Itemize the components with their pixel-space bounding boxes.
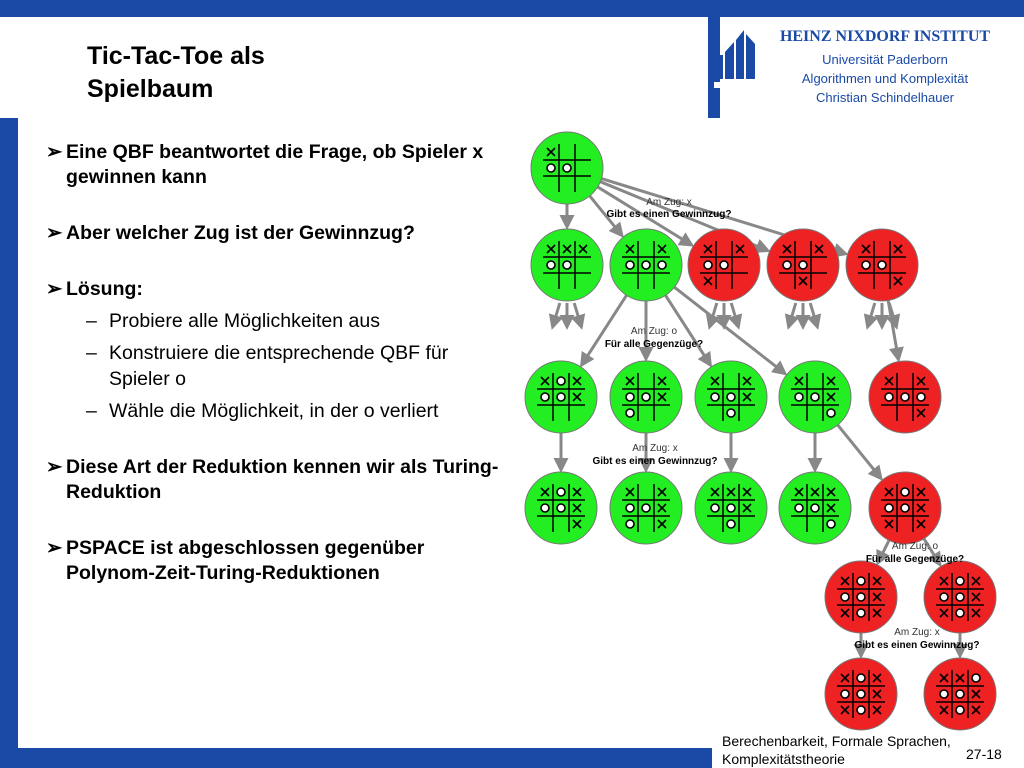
sub-bullet-item: – Konstruiere die entsprechende QBF für Spieler o (86, 342, 449, 390)
tree-node-win (531, 229, 603, 301)
title-line-2: Spielbaum (87, 75, 214, 103)
tree-node-lose (825, 658, 897, 730)
course-title: Berechenbarkeit, Formale Sprachen, Komplexitätstheorie (722, 733, 951, 767)
tree-node-lose (846, 229, 918, 301)
tree-edge (731, 303, 738, 327)
tree-edge (574, 303, 581, 327)
tree-label-turn: Am Zug: x (646, 197, 692, 208)
bullet-item: ➢ Lösung: (46, 278, 143, 300)
tree-label-turn: Am Zug: o (891, 541, 939, 552)
bullet-item: ➢ Aber welcher Zug ist der Gewinnzug? (46, 222, 415, 244)
arrow-bullet-icon: ➢ (46, 141, 63, 163)
tree-node-lose (767, 229, 839, 301)
bullet-item: ➢ Diese Art der Reduktion kennen wir als Turing-Reduktion (46, 456, 499, 503)
tree-node-win (525, 361, 597, 433)
institute-group: Algorithmen und Komplexität (801, 71, 969, 86)
tree-node-win (695, 472, 767, 544)
tree-label-question: Für alle Gegenzüge? (865, 554, 965, 565)
tree-edge (582, 295, 627, 365)
institute-name: HEINZ NIXDORF INSTITUT (779, 28, 991, 45)
tree-edge (789, 303, 796, 327)
tree-node-lose (924, 658, 996, 730)
tree-label-question: Gibt es einen Gewinnzug? (854, 640, 980, 651)
tree-edge (868, 303, 875, 327)
tree-node-win (695, 361, 767, 433)
sub-bullet-item: – Wähle die Möglichkeit, in der o verliert (86, 400, 439, 422)
tree-node-win (531, 132, 603, 204)
tree-node-lose (688, 229, 760, 301)
institute-university: Universität Paderborn (822, 52, 948, 67)
tree-node-win (525, 472, 597, 544)
bullet-item: ➢ Eine QBF beantwortet die Frage, ob Spieler x gewinnen kann (46, 141, 484, 188)
bullet-item: ➢ PSPACE ist abgeschlossen gegenüber Polynom-Zeit-Turing-Reduktionen (46, 537, 425, 584)
tree-label-question: Für alle Gegenzüge? (604, 339, 704, 350)
tree-label-turn: Am Zug: x (632, 443, 678, 454)
sub-bullet-item: – Probiere alle Möglichkeiten aus (86, 310, 380, 332)
tree-label-question: Gibt es einen Gewinnzug? (606, 209, 732, 220)
arrow-bullet-icon: ➢ (46, 537, 63, 559)
title-line-1: Tic-Tac-Toe als (87, 42, 265, 70)
tree-label-question: Gibt es einen Gewinnzug? (592, 456, 718, 467)
tree-node-win (610, 361, 682, 433)
tree-node-lose (825, 561, 897, 633)
arrow-bullet-icon: ➢ (46, 456, 63, 478)
tree-node-win (779, 472, 851, 544)
tree-node-win (610, 229, 682, 301)
tree-node-win (610, 472, 682, 544)
arrow-bullet-icon: ➢ (46, 222, 63, 244)
institute-author: Christian Schindelhauer (815, 90, 955, 105)
tree-label-turn: Am Zug: o (630, 326, 678, 337)
tree-node-lose (869, 361, 941, 433)
tree-edge (553, 303, 560, 327)
tree-edge (838, 425, 881, 479)
arrow-bullet-icon: ➢ (46, 278, 63, 300)
tree-label-turn: Am Zug: x (894, 627, 940, 638)
tree-node-win (779, 361, 851, 433)
tree-node-lose (869, 472, 941, 544)
page-number: 27-18 (966, 746, 1002, 762)
tree-node-lose (924, 561, 996, 633)
tree-edge (810, 303, 817, 327)
